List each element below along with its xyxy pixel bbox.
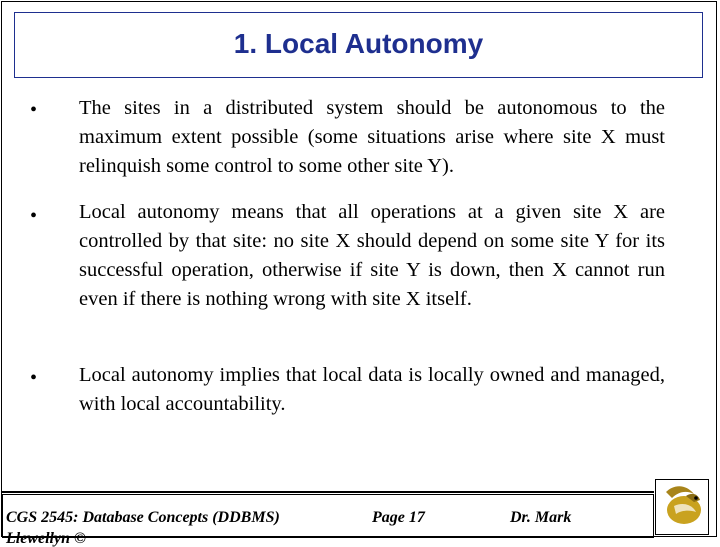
ucf-pegasus-logo-icon	[655, 479, 709, 535]
footer-author-continued: Llewellyn ©	[6, 530, 86, 547]
footer-page-number: Page 17	[372, 509, 425, 526]
bullet-marker: •	[30, 205, 38, 227]
pegasus-logo-graphic	[656, 480, 708, 534]
bullet-text: Local autonomy implies that local data is locally owned and managed, with local accountability.	[79, 364, 665, 415]
bullet-marker: •	[30, 99, 38, 121]
footer-author: Dr. Mark	[510, 509, 572, 526]
footer-rule	[2, 491, 654, 493]
footer-course: CGS 2545: Database Concepts (DDBMS)	[6, 509, 280, 526]
bullet-text: Local autonomy means that all operations at a given site X are controlled by that site: no site X should depend on some site Y for its successful operation, otherwise if site Y is down, then X cannot run even if there is nothing wrong with site X itself.	[79, 201, 665, 310]
slide-title: 1. Local Autonomy	[233, 28, 484, 59]
bullet-text: The sites in a distributed system should be autonomous to the maximum extent possible (some situations arise where site X must relinquish some control to some other site Y).	[79, 97, 665, 177]
bullet-marker: •	[30, 367, 38, 389]
